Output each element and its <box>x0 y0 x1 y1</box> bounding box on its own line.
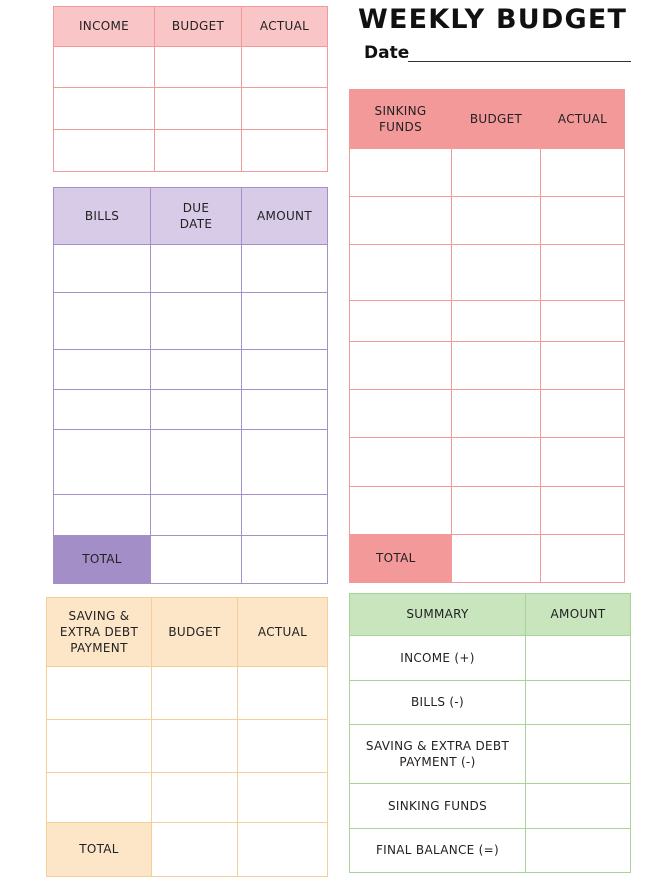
sinking-cell[interactable] <box>350 301 452 342</box>
bills-total-label: TOTAL <box>54 536 151 583</box>
income-header-income: INCOME <box>54 7 155 47</box>
sinking-cell[interactable] <box>350 342 452 390</box>
sinking-cell[interactable] <box>350 245 452 301</box>
sinking-cell[interactable] <box>452 342 541 390</box>
summary-row-saving-label <box>350 725 526 784</box>
bills-cell[interactable] <box>242 430 327 495</box>
sinking-cell[interactable] <box>541 438 624 487</box>
summary-row-saving-amount[interactable] <box>526 725 630 784</box>
sinking-cell[interactable] <box>452 390 541 438</box>
summary-header-amount: AMOUNT <box>526 594 630 636</box>
bills-cell[interactable] <box>151 495 242 536</box>
income-cell[interactable] <box>155 47 242 88</box>
date-field-line[interactable] <box>408 61 631 62</box>
sinking-total-budget[interactable] <box>452 535 541 582</box>
bills-cell[interactable] <box>54 495 151 536</box>
income-cell[interactable] <box>54 130 155 171</box>
sinking-cell[interactable] <box>541 149 624 197</box>
sinking-cell[interactable] <box>452 197 541 245</box>
saving-cell[interactable] <box>47 720 152 773</box>
summary-row-income-amount[interactable] <box>526 636 630 681</box>
sinking-funds-table <box>349 89 625 583</box>
bills-cell[interactable] <box>242 495 327 536</box>
sinking-cell[interactable] <box>452 438 541 487</box>
saving-cell[interactable] <box>152 720 238 773</box>
sinking-cell[interactable] <box>541 301 624 342</box>
income-cell[interactable] <box>242 47 327 88</box>
saving-cell[interactable] <box>47 773 152 823</box>
saving-cell[interactable] <box>152 667 238 720</box>
sinking-header-actual: ACTUAL <box>541 90 624 149</box>
page-title: WEEKLY BUDGET <box>358 4 628 35</box>
income-cell[interactable] <box>155 130 242 171</box>
sinking-cell[interactable] <box>452 301 541 342</box>
sinking-cell[interactable] <box>350 438 452 487</box>
bills-cell[interactable] <box>54 350 151 390</box>
income-header-actual: ACTUAL <box>242 7 327 47</box>
summary-header-summary: SUMMARY <box>350 594 526 636</box>
income-cell[interactable] <box>242 88 327 129</box>
sinking-header-label <box>350 90 452 149</box>
bills-header-amount: AMOUNT <box>242 188 327 245</box>
saving-cell[interactable] <box>238 720 327 773</box>
saving-cell[interactable] <box>238 667 327 720</box>
bills-cell[interactable] <box>242 390 327 430</box>
summary-row-final-label: FINAL BALANCE (=) <box>350 829 526 872</box>
bills-cell[interactable] <box>151 430 242 495</box>
saving-header-budget: BUDGET <box>152 598 238 667</box>
bills-cell[interactable] <box>151 350 242 390</box>
saving-total-budget[interactable] <box>152 823 238 876</box>
bills-header-due-date <box>151 188 242 245</box>
income-header-budget: BUDGET <box>155 7 242 47</box>
summary-row-saving-text: SAVING & EXTRA DEBT PAYMENT (-) <box>365 738 510 769</box>
date-label: Date <box>364 43 410 63</box>
bills-cell[interactable] <box>54 430 151 495</box>
bills-total-amount[interactable] <box>242 536 327 583</box>
sinking-cell[interactable] <box>350 487 452 535</box>
saving-total-actual[interactable] <box>238 823 327 876</box>
sinking-header-budget: BUDGET <box>452 90 541 149</box>
bills-header-due-date-text: DUE DATE <box>179 200 213 231</box>
saving-total-label: TOTAL <box>47 823 152 876</box>
sinking-cell[interactable] <box>452 245 541 301</box>
saving-table <box>46 597 328 877</box>
bills-cell[interactable] <box>151 293 242 350</box>
sinking-cell[interactable] <box>350 197 452 245</box>
bills-cell[interactable] <box>54 293 151 350</box>
sinking-cell[interactable] <box>541 342 624 390</box>
sinking-cell[interactable] <box>541 487 624 535</box>
bills-cell[interactable] <box>54 245 151 293</box>
sinking-total-actual[interactable] <box>541 535 624 582</box>
sinking-cell[interactable] <box>452 487 541 535</box>
summary-table <box>349 593 631 873</box>
income-cell[interactable] <box>54 47 155 88</box>
bills-header-bills: BILLS <box>54 188 151 245</box>
bills-cell[interactable] <box>54 390 151 430</box>
sinking-cell[interactable] <box>452 149 541 197</box>
income-cell[interactable] <box>54 88 155 129</box>
income-table <box>53 6 328 172</box>
sinking-total-label: TOTAL <box>350 535 452 582</box>
bills-cell[interactable] <box>151 390 242 430</box>
summary-row-bills-label: BILLS (-) <box>350 681 526 725</box>
saving-cell[interactable] <box>152 773 238 823</box>
sinking-cell[interactable] <box>350 390 452 438</box>
sinking-cell[interactable] <box>350 149 452 197</box>
saving-header-label <box>47 598 152 667</box>
income-cell[interactable] <box>155 88 242 129</box>
summary-row-sinking-amount[interactable] <box>526 784 630 829</box>
sinking-cell[interactable] <box>541 390 624 438</box>
saving-cell[interactable] <box>47 667 152 720</box>
saving-header-label-text: SAVING & EXTRA DEBT PAYMENT <box>59 608 139 656</box>
bills-cell[interactable] <box>242 293 327 350</box>
income-cell[interactable] <box>242 130 327 171</box>
sinking-cell[interactable] <box>541 197 624 245</box>
summary-row-final-amount[interactable] <box>526 829 630 872</box>
bills-cell[interactable] <box>242 245 327 293</box>
sinking-cell[interactable] <box>541 245 624 301</box>
summary-row-sinking-label: SINKING FUNDS <box>350 784 526 829</box>
saving-cell[interactable] <box>238 773 327 823</box>
summary-row-income-label: INCOME (+) <box>350 636 526 681</box>
bills-total-due[interactable] <box>151 536 242 583</box>
saving-header-actual: ACTUAL <box>238 598 327 667</box>
bills-table <box>53 187 328 584</box>
bills-cell[interactable] <box>151 245 242 293</box>
bills-cell[interactable] <box>242 350 327 390</box>
summary-row-bills-amount[interactable] <box>526 681 630 725</box>
sinking-header-label-text: SINKING FUNDS <box>374 103 427 134</box>
